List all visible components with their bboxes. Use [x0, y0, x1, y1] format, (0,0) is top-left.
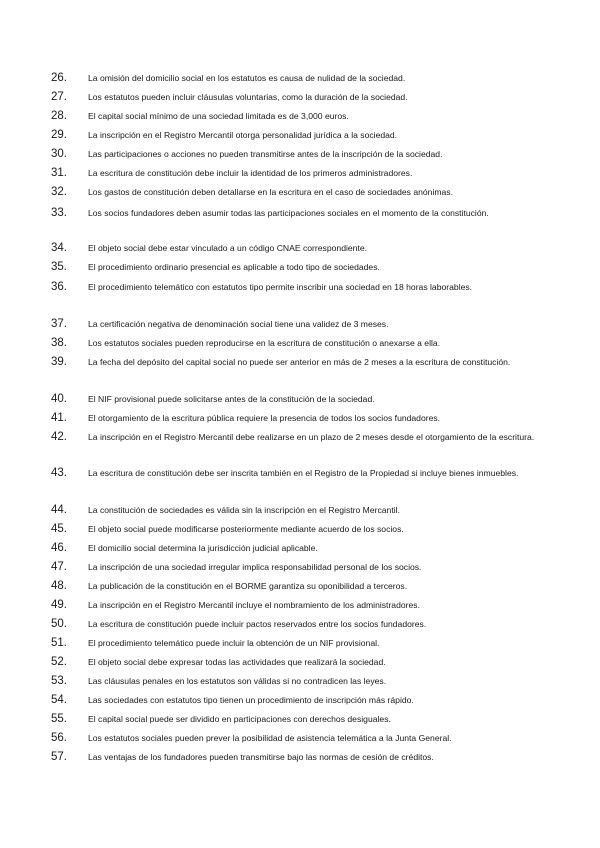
list-item	[51, 654, 543, 671]
list-item	[51, 335, 543, 352]
item-number: 49.	[51, 599, 67, 611]
item-text: La inscripción en el Registro Mercantil debe realizarse en un plazo de 2 meses desde el otorgamiento de la escritura.	[88, 432, 535, 442]
item-number: 53.	[51, 675, 67, 687]
item-text: El capital social mínimo de una sociedad limitada es de 3,000 euros.	[88, 111, 349, 121]
list-item	[51, 205, 543, 222]
item-number: 42.	[51, 431, 67, 443]
list-item	[51, 465, 543, 482]
item-text: Los socios fundadores deben asumir todas las participaciones sociales en el momento de la constitución.	[88, 208, 489, 218]
item-number: 26.	[51, 72, 67, 84]
list-item	[51, 354, 543, 371]
item-number: 50.	[51, 618, 67, 630]
item-number: 32.	[51, 186, 67, 198]
item-number: 40.	[51, 393, 67, 405]
item-number: 27.	[51, 91, 67, 103]
item-number: 29.	[51, 129, 67, 141]
item-number: 34.	[51, 242, 67, 254]
item-number: 55.	[51, 713, 67, 725]
item-text: La publicación de la constitución en el BORME garantiza su oponibilidad a terceros.	[88, 581, 408, 591]
list-item	[51, 184, 543, 201]
list-item	[51, 711, 543, 728]
list-item	[51, 429, 543, 446]
list-item	[51, 146, 543, 163]
item-number: 30.	[51, 148, 67, 160]
item-text: El domicilio social determina la jurisdicción judicial aplicable.	[88, 543, 318, 553]
item-number: 37.	[51, 318, 67, 330]
item-text: Los estatutos sociales pueden prever la posibilidad de asistencia telemática a la Junta General.	[88, 733, 452, 743]
list-item	[51, 730, 543, 747]
list-item	[51, 410, 543, 427]
list-item	[51, 559, 543, 576]
item-text: El NIF provisional puede solicitarse antes de la constitución de la sociedad.	[88, 394, 375, 404]
item-number: 56.	[51, 732, 67, 744]
item-text: El objeto social debe expresar todas las actividades que realizará la sociedad.	[88, 657, 386, 667]
item-number: 45.	[51, 523, 67, 535]
item-text: Los estatutos pueden incluir cláusulas voluntarias, como la duración de la sociedad.	[88, 92, 408, 102]
item-number: 43.	[51, 467, 67, 479]
list-item	[51, 127, 543, 144]
list-item	[51, 635, 543, 652]
item-number: 44.	[51, 504, 67, 516]
item-number: 33.	[51, 207, 67, 219]
item-number: 51.	[51, 637, 67, 649]
item-text: La omisión del domicilio social en los estatutos es causa de nulidad de la sociedad.	[88, 73, 406, 83]
item-text: El objeto social puede modificarse posteriormente mediante acuerdo de los socios.	[88, 524, 404, 534]
list-item	[51, 749, 543, 766]
list-item	[51, 240, 543, 257]
item-text: Las sociedades con estatutos tipo tienen un procedimiento de inscripción más rápido.	[88, 695, 414, 705]
item-text: El procedimiento telemático puede incluir la obtención de un NIF provisional.	[88, 638, 380, 648]
list-item	[51, 597, 543, 614]
item-text: Los gastos de constitución deben detallarse en la escritura en el caso de sociedades anónimas.	[88, 187, 453, 197]
item-text: La inscripción de una sociedad irregular implica responsabilidad personal de los socios.	[88, 562, 422, 572]
item-number: 35.	[51, 261, 67, 273]
list-item	[51, 279, 543, 296]
item-number: 52.	[51, 656, 67, 668]
item-text: Las ventajas de los fundadores pueden transmitirse bajo las normas de cesión de créditos.	[88, 752, 434, 762]
item-text: La escritura de constitución debe incluir la identidad de los primeros administradores.	[88, 168, 413, 178]
item-number: 38.	[51, 337, 67, 349]
item-text: Los estatutos sociales pueden reproducirse en la escritura de constitución o anexarse a ella.	[88, 338, 441, 348]
item-number: 28.	[51, 110, 67, 122]
list-item	[51, 578, 543, 595]
item-text: El procedimiento ordinario presencial es aplicable a todo tipo de sociedades.	[88, 262, 380, 272]
item-text: La inscripción en el Registro Mercantil incluye el nombramiento de los administradores.	[88, 600, 420, 610]
list-item	[51, 108, 543, 125]
item-number: 54.	[51, 694, 67, 706]
item-text: La escritura de constitución puede incluir pactos reservados entre los socios fundadores.	[88, 619, 427, 629]
item-text: La inscripción en el Registro Mercantil otorga personalidad jurídica a la sociedad.	[88, 130, 398, 140]
item-number: 36.	[51, 281, 67, 293]
list-item	[51, 673, 543, 690]
item-text: El otorgamiento de la escritura pública requiere la presencia de todos los socios fundadores.	[88, 413, 441, 423]
item-number: 41.	[51, 412, 67, 424]
list-item	[51, 391, 543, 408]
list-item	[51, 165, 543, 182]
item-text: La fecha del depósito del capital social no puede ser anterior en más de 2 meses a la escritura de constitución.	[88, 357, 511, 367]
item-text: El capital social puede ser dividido en participaciones con derechos desiguales.	[88, 714, 391, 724]
item-number: 39.	[51, 356, 67, 368]
list-item	[51, 521, 543, 538]
item-text: El procedimiento telemático con estatutos tipo permite inscribir una sociedad en 18 horas laborables.	[88, 282, 473, 292]
item-number: 48.	[51, 580, 67, 592]
list-item	[51, 540, 543, 557]
item-text: La constitución de sociedades es válida sin la inscripción en el Registro Mercantil.	[88, 505, 400, 515]
list-item	[51, 70, 543, 87]
item-text: El objeto social debe estar vinculado a un código CNAE correspondiente.	[88, 243, 367, 253]
list-item	[51, 259, 543, 276]
item-text: Las participaciones o acciones no pueden transmitirse antes de la inscripción de la sociedad.	[88, 149, 443, 159]
item-number: 57.	[51, 751, 67, 763]
item-number: 46.	[51, 542, 67, 554]
item-number: 47.	[51, 561, 67, 573]
item-text: La escritura de constitución debe ser inscrita también en el Registro de la Propiedad si incluye bienes inmuebles.	[88, 468, 519, 478]
item-text: Las cláusulas penales en los estatutos son válidas si no contradicen las leyes.	[88, 676, 387, 686]
item-text: La certificación negativa de denominación social tiene una validez de 3 meses.	[88, 319, 389, 329]
list-item	[51, 316, 543, 333]
list-item	[51, 502, 543, 519]
list-item	[51, 89, 543, 106]
item-number: 31.	[51, 167, 67, 179]
list-item	[51, 616, 543, 633]
list-item	[51, 692, 543, 709]
